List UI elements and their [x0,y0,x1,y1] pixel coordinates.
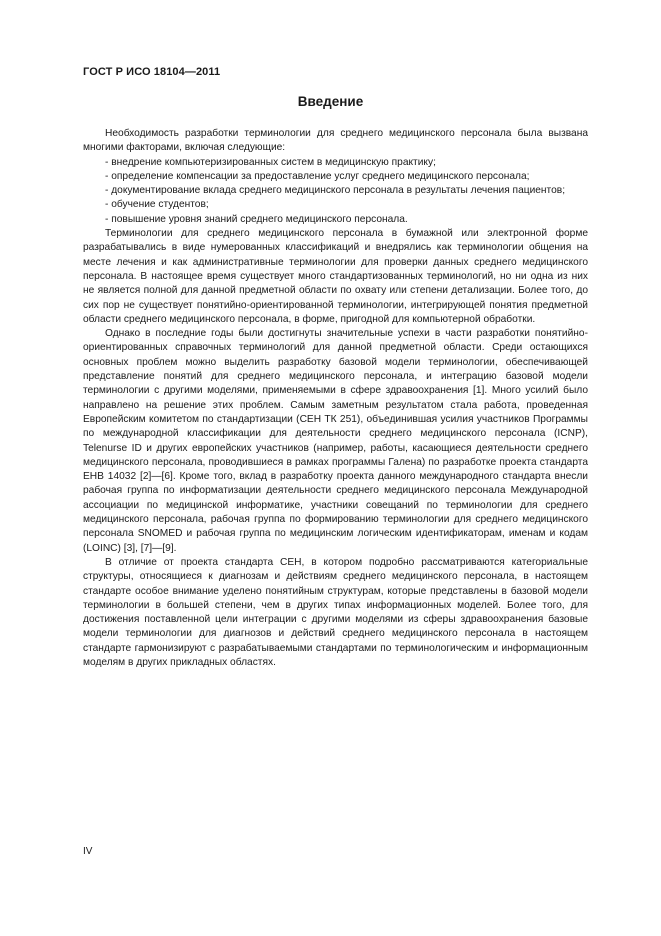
list-item: - повышение уровня знаний среднего медицинского персонала. [105,213,408,225]
document-code-header: ГОСТ Р ИСО 18104—2011 [83,66,221,78]
factors-list [83,156,588,227]
body-paragraph: Терминологии для среднего медицинского персонала в бумажной или электронной форме разрабатывались в виде нумерованных классификаций и внедрялись как терминологии общения на месте лечения и как административные терминологии для проверки данных среднего медицинского персонала. В настоящее время существует много стандартизованных терминологий, но ни одна из них не является полной для данной предметной области по охвату или степени детализации. Более того, до сих пор не существует понятийно-ориентированной терминологии, интегрирующей понятия предметной области среднего медицинского персонала, в форме, пригодной для компьютерной обработки. [83,228,588,325]
intro-paragraph: Необходимость разработки терминологии для среднего медицинского персонала была вызвана многими факторами, включая следующие: [83,128,588,154]
document-body [83,127,588,670]
body-paragraph: В отличие от проекта стандарта СЕН, в котором подробно рассматриваются категориальные структуры, относящиеся к диагнозам и действиям среднего медицинского персонала, в настоящем стандарте особое внимание уделено понятийным структурам, которые представлены в базовой модели терминологии в большей степени, чем в других типах информационных моделей. Более того, для достижения поставленной цели интеграции с другими моделями из сферы здравоохранения базовые модели терминологии для диагнозов и действий среднего медицинского персонала в настоящем стандарте гармонизируют с разрабатываемыми стандартами по терминологическим и информационным моделям в других прикладных областях. [83,556,588,668]
section-title: Введение [297,94,364,109]
list-item: - обучение студентов; [105,199,209,211]
list-item: - определение компенсации за предоставление услуг среднего медицинского персонала; [105,170,530,182]
page-number: IV [83,846,93,857]
body-paragraph: Однако в последние годы были достигнуты значительные успехи в части разработки понятийно-ориентированных справочных терминологий для данной предметной области. Среди остающихся основных проблем можно выделить разработку базовой модели терминологии, обеспечивающей представление понятий для среднего медицинского персонала, и интеграцию базовой модели терминологии с другими моделями, применяемыми в сфере здравоохранения [1]. Много усилий было направлено на решение этих проблем. Самым заметным результатом стала работа, проведенная Европейским комитетом по стандартизации (СЕН ТК 251), объединившая усилия участников Программы по международной классификации для деятельности среднего медицинского персонала (ICNP), Telenurse ID и других европейских участников (например, работы, касающиеся деятельности среднего медицинского персонала, проводившиеся в рамках программы Галена) по разработке проекта стандарта ЕНВ 14032 [2]—[6]. Кроме того, вклад в разработку проекта данного международного стандарта внесли рабочая группа по информатизации деятельности среднего медицинского персонала Международной ассоциации по медицинской информатике, участники совещаний по терминологии для среднего медицинского персонала, рабочая группа по формированию терминологии для среднего медицинского персонала SNOMED и рабочая группа по медицинским логическим идентификаторам, именам и кодам (LOINC) [3], [7]—[9]. [83,328,588,554]
list-item: - документирование вклада среднего медицинского персонала в результаты лечения пациентов; [105,185,566,197]
list-item: - внедрение компьютеризированных систем в медицинскую практику; [105,156,436,168]
